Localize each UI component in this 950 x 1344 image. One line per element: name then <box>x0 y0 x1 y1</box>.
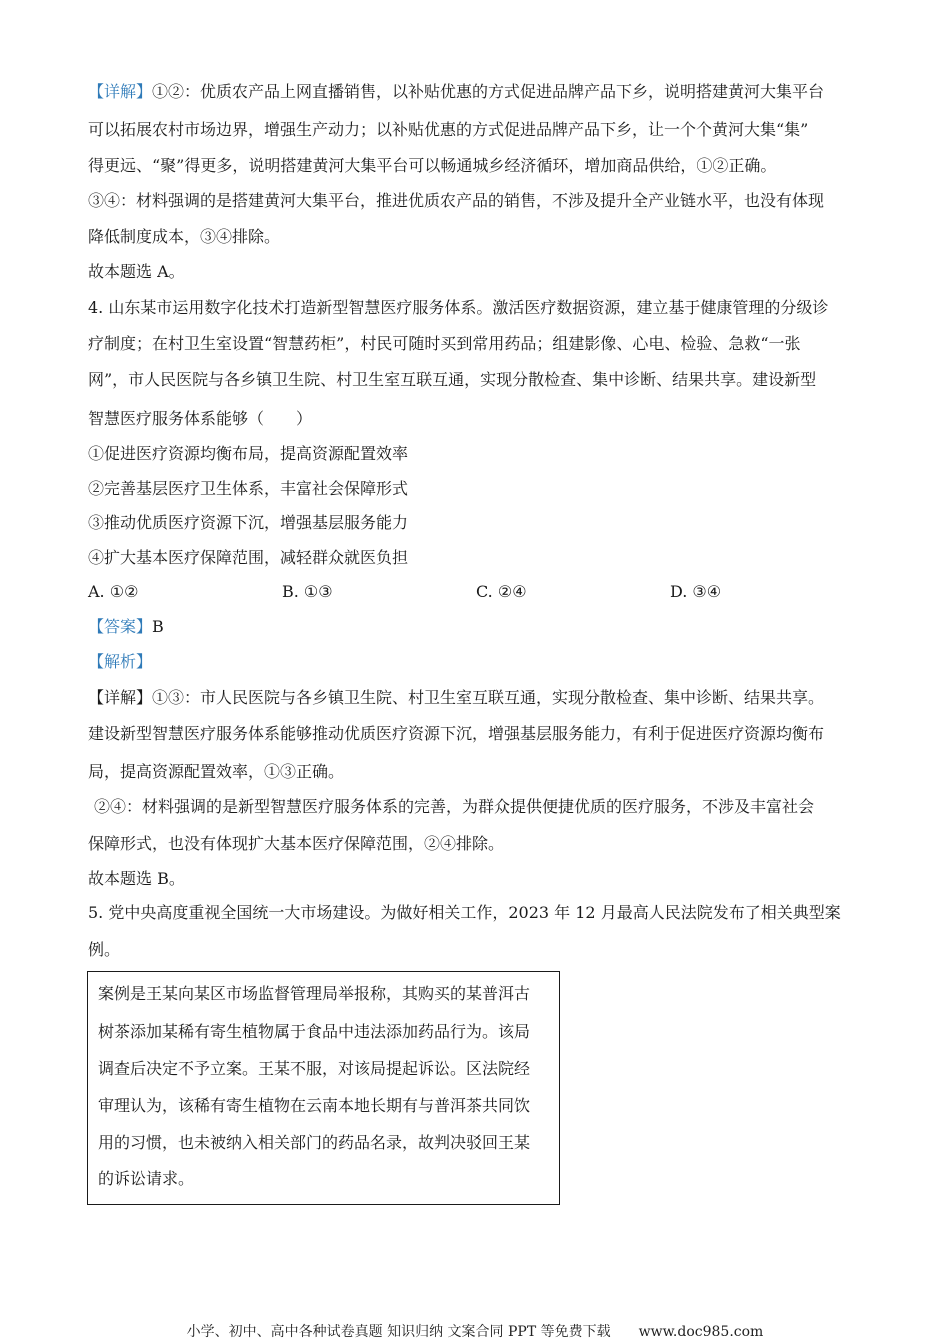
statement-4: ④扩大基本医疗保障范围，减轻群众就医负担 <box>88 548 409 567</box>
question-4-stem-2: 疗制度；在村卫生室设置“智慧药柜”，村民可随时买到常用药品；组建影像、心电、检验、急救“一张 <box>88 334 801 353</box>
option-d: D. ③④ <box>670 582 722 601</box>
question-4-stem-1: 4. 山东某市运用数字化技术打造新型智慧医疗服务体系。激活医疗数据资源，建立基于健康管理的分级诊 <box>88 298 829 317</box>
answer-line <box>88 617 164 637</box>
q4-detail-line-1: 【详解】①③：市人民医院与各乡镇卫生院、村卫生室互联互通，实现分散检查、集中诊断、结果共享。 <box>88 688 825 707</box>
case-box <box>87 971 560 1205</box>
statement-3: ③推动优质医疗资源下沉，增强基层服务能力 <box>88 513 409 532</box>
page-footer: 小学、初中、高中各种试卷真题 知识归纳 文案合同 PPT 等免费下载 www.doc985.com <box>186 1324 764 1340</box>
q4-detail-line-3: 局，提高资源配置效率，①③正确。 <box>88 762 345 781</box>
statement-1: ①促进医疗资源均衡布局，提高资源配置效率 <box>88 444 409 463</box>
case-line-6: 的诉讼请求。 <box>98 1169 195 1188</box>
analysis-tag: 【解析】 <box>88 652 153 671</box>
q4-detail-tag: 【详解】 <box>88 688 153 707</box>
question-5-stem-2: 例。 <box>88 940 121 959</box>
detail-line-5: 降低制度成本，③④排除。 <box>88 227 281 246</box>
question-4-stem-3: 网”，市人民医院与各乡镇卫生院、村卫生室互联互通，实现分散检查、集中诊断、结果共享。建设新型 <box>88 370 817 389</box>
case-line-5: 用的习惯，也未被纳入相关部门的药品名录，故判决驳回王某 <box>98 1133 531 1152</box>
detail-line-4: ③④：材料强调的是搭建黄河大集平台，推进优质农产品的销售，不涉及提升全产业链水平，也没有体现 <box>88 191 825 210</box>
case-line-1: 案例是王某向某区市场监督管理局举报称，其购买的某普洱古 <box>98 984 531 1003</box>
detail-line-3: 得更远、“聚”得更多，说明搭建黄河大集平台可以畅通城乡经济循环，增加商品供给，①②正确。 <box>88 156 777 175</box>
detail-line-1: 【详解】①②：优质农产品上网直播销售，以补贴优惠的方式促进品牌产品下乡，说明搭建黄河大集平台 <box>88 82 825 101</box>
answer-tag: 【答案】 <box>88 617 153 636</box>
q4-detail-line-4: ②④：材料强调的是新型智慧医疗服务体系的完善，为群众提供便捷优质的医疗服务，不涉及丰富社会 <box>94 797 815 816</box>
option-a: A. ①② <box>88 582 139 601</box>
detail-tag: 【详解】 <box>88 82 153 101</box>
conclusion-line: 故本题选 A。 <box>88 262 185 281</box>
question-5-stem-1: 5. 党中央高度重视全国统一大市场建设。为做好相关工作，2023 年 12 月最高人民法院发布了相关典型案 <box>88 903 841 922</box>
q4-detail-line-2: 建设新型智慧医疗服务体系能够推动优质医疗资源下沉，增强基层服务能力，有利于促进医疗资源均衡布 <box>88 724 825 743</box>
q4-detail-line-5: 保障形式，也没有体现扩大基本医疗保障范围，②④排除。 <box>88 834 505 853</box>
question-4-stem-4: 智慧医疗服务体系能够（ ） <box>88 409 313 428</box>
case-line-3: 调查后决定不予立案。王某不服，对该局提起诉讼。区法院经 <box>98 1059 531 1078</box>
option-c: C. ②④ <box>476 582 527 601</box>
statement-2: ②完善基层医疗卫生体系，丰富社会保障形式 <box>88 479 409 498</box>
case-line-2: 树茶添加某稀有寄生植物属于食品中违法添加药品行为。该局 <box>98 1022 531 1041</box>
q4-conclusion-line: 故本题选 B。 <box>88 869 185 888</box>
option-b: B. ①③ <box>282 582 333 601</box>
answer-value: B <box>152 617 164 636</box>
case-line-4: 审理认为，该稀有寄生植物在云南本地长期有与普洱茶共同饮 <box>98 1096 531 1115</box>
detail-line-2: 可以拓展农村市场边界，增强生产动力；以补贴优惠的方式促进品牌产品下乡，让一个个黄河大集“集” <box>88 120 809 139</box>
